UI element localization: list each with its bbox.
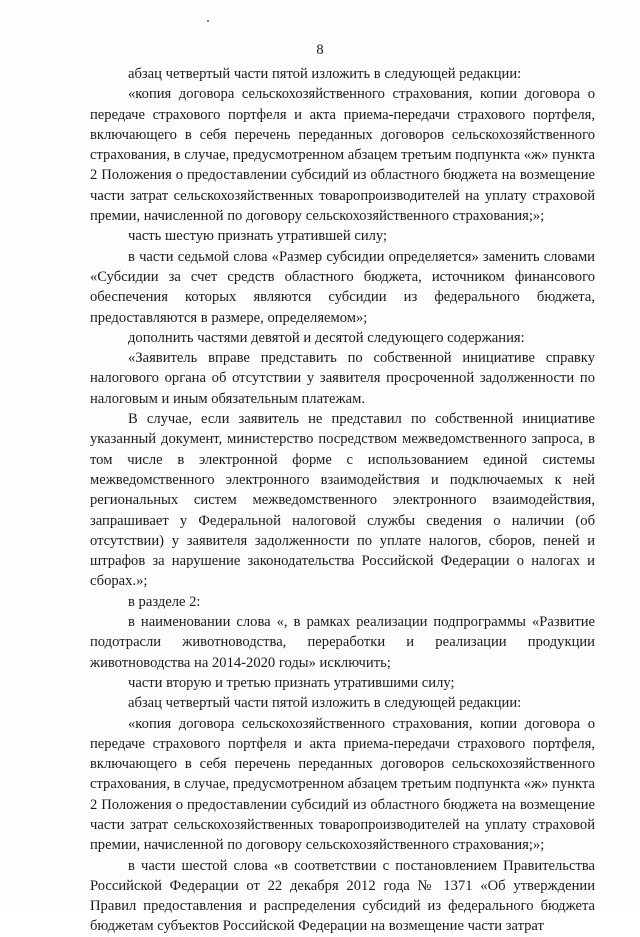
page-number: 8 [316, 42, 324, 58]
paragraph: В случае, если заявитель не представил по собственной инициативе указанный документ, министерство посредством межведомственного запроса, в том числе в электронной форме с использованием единой системы межведомственного электронного взаимодействия и подключаемых к ней региональных систем межведомственного электронного взаимодействия, запрашивает у Федеральной налоговой службы сведения о наличии (об отсутствии) у заявителя задолженности по уплате налогов, сборов, пеней и штрафов за нарушение законодательства Российской Федерации о налогах и сборах.»; [90, 411, 595, 590]
paragraph: часть шестую признать утратившей силу; [128, 228, 388, 245]
paragraph: части вторую и третью признать утратившими силу; [128, 674, 455, 691]
paragraph: «Заявитель вправе представить по собственной инициативе справку налогового органа об отсутствии у заявителя просроченной задолженности по налоговым и иным обязательным платежам. [90, 350, 595, 407]
paragraph: в части седьмой слова «Размер субсидии определяется» заменить словами «Субсидии за счет средств областного бюджета, источником финансового обеспечения которых являются субсидии из федерального бюджета, предоставляются в размере, определяемом»; [90, 248, 595, 326]
scan-speck [207, 20, 209, 22]
paragraph: «копия договора сельскохозяйственного страхования, копии договора о передаче страхового портфеля и акта приема-передачи страхового портфеля, включающего в себя перечень переданных договоров сельскохозяйственного страхования, в случае, предусмотренном абзацем третьим подпункта «ж» пункта 2 Положения о предоставлении субсидий из областного бюджета на возмещение части затрат сельскохозяйственных товаропроизводителей на уплату страховой премии, начисленной по договору сельскохозяйственного страхования;»; [90, 86, 595, 225]
paragraph: дополнить частями девятой и десятой следующего содержания: [128, 329, 525, 346]
document-body [90, 64, 595, 937]
paragraph: в разделе 2: [128, 593, 201, 610]
paragraph: в наименовании слова «, в рамках реализации подпрограммы «Развитие подотрасли животноводства, переработки и реализации продукции животноводства на 2014-2020 годы» исключить; [90, 614, 595, 671]
paragraph: в части шестой слова «в соответствии с постановлением Правительства Российской Федерации от 22 декабря 2012 года № 1371 «Об утверждении Правил предоставления и распределения субсидий из федерального бюджета бюджетам субъектов Российской Федерации на возмещение части затрат [90, 857, 595, 935]
paragraph: «копия договора сельскохозяйственного страхования, копии договора о передаче страхового портфеля и акта приема-передачи страхового портфеля, включающего в себя перечень переданных договоров сельскохозяйственного страхования, в случае, предусмотренном абзацем третьим подпункта «ж» пункта 2 Положения о предоставлении субсидий из областного бюджета на возмещение части затрат сельскохозяйственных товаропроизводителей на уплату страховой премии, начисленной по договору сельскохозяйственного страхования;»; [90, 715, 595, 854]
paragraph: абзац четвертый части пятой изложить в следующей редакции: [128, 66, 522, 82]
paragraph: абзац четвертый части пятой изложить в следующей редакции: [128, 695, 522, 712]
